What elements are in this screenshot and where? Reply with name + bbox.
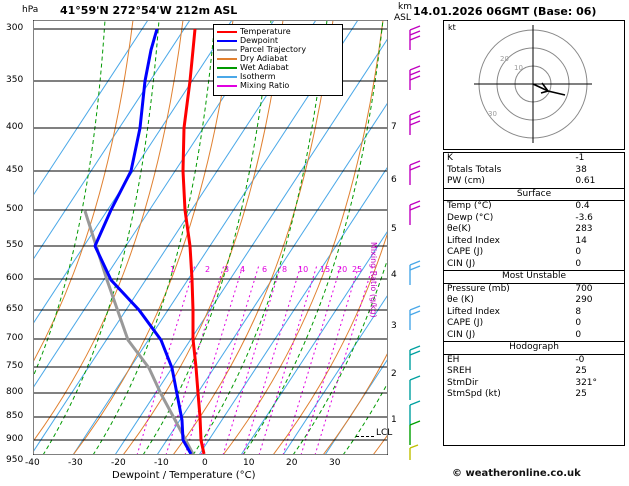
legend-label: Temperature <box>240 27 291 36</box>
legend-label: Dewpoint <box>240 36 279 45</box>
index-name: Totals Totals <box>447 164 502 175</box>
svg-text:30: 30 <box>488 110 497 118</box>
credit-label: © weatheronline.co.uk <box>452 468 581 479</box>
index-name: CAPE (J) <box>447 247 484 257</box>
km-tick-label: 2 <box>391 369 397 379</box>
ytick-label: 400 <box>6 122 24 132</box>
legend-item <box>217 45 339 54</box>
km-tick-label: 5 <box>391 224 397 234</box>
legend-item <box>217 36 339 45</box>
index-value: 14 <box>575 235 587 246</box>
legend-swatch <box>217 58 237 60</box>
mixing-ratio-tick: 10 <box>298 265 309 274</box>
hodograph-unit-label: kt <box>448 23 456 32</box>
pressure-unit-label: hPa <box>22 5 39 15</box>
ytick-label: 650 <box>6 304 24 314</box>
wind-barb <box>410 445 418 460</box>
mixing-ratio-tick: 3 <box>224 265 230 274</box>
index-value: 0 <box>575 329 582 340</box>
table-row <box>444 224 624 236</box>
station-title: 41°59'N 272°54'W 212m ASL <box>60 4 238 17</box>
table-row <box>444 307 624 319</box>
ytick-label: 600 <box>6 273 24 283</box>
mixing-ratio-tick: 4 <box>240 265 246 274</box>
most-unstable-header: Most Unstable <box>444 271 624 284</box>
wind-barb <box>410 306 420 330</box>
ytick-label: 900 <box>6 434 24 444</box>
table-row <box>444 378 624 390</box>
index-name: StmSpd (kt) <box>447 389 501 399</box>
asl-label: ASL <box>394 13 411 23</box>
index-value: 8 <box>575 306 582 317</box>
km-tick-label: 1 <box>391 415 397 425</box>
table-row <box>444 283 624 295</box>
wind-barb <box>410 346 420 370</box>
index-name: Lifted Index <box>447 235 500 246</box>
km-tick-label: 4 <box>391 270 397 280</box>
table-row <box>444 153 624 165</box>
index-value: 0 <box>575 318 582 328</box>
index-value: 0.4 <box>575 201 590 211</box>
legend-item <box>217 54 339 63</box>
xtick-label: 0 <box>202 458 208 468</box>
indices-panel <box>443 152 625 446</box>
wind-barb <box>410 201 420 225</box>
index-name: CAPE (J) <box>447 318 484 328</box>
table-row <box>444 295 624 307</box>
legend-label: Dry Adiabat <box>240 54 288 63</box>
table-row <box>444 236 624 248</box>
km-tick-label: 7 <box>391 122 397 132</box>
index-name: StmDir <box>447 377 479 388</box>
legend-label: Isotherm <box>240 72 276 81</box>
wind-barb <box>410 111 420 135</box>
mixing-ratio-tick: 20 <box>337 265 348 274</box>
mixing-ratio-tick: 6 <box>262 265 268 274</box>
ytick-label: 500 <box>6 204 24 214</box>
xtick-label: -20 <box>111 458 126 468</box>
hodograph-plot <box>444 21 622 147</box>
xtick-label: 10 <box>243 458 255 468</box>
date-title: 14.01.2026 06GMT (Base: 06) <box>413 5 597 18</box>
legend-swatch <box>217 85 237 87</box>
table-row <box>444 259 624 271</box>
svg-text:20: 20 <box>500 55 509 63</box>
table-row <box>444 201 624 213</box>
ytick-label: 450 <box>6 165 24 175</box>
index-name: CIN (J) <box>447 258 476 269</box>
index-name: PW (cm) <box>447 176 485 186</box>
legend-label: Mixing Ratio <box>240 81 290 90</box>
table-row <box>444 176 624 188</box>
index-value: -3.6 <box>575 212 593 223</box>
table-row <box>444 354 624 366</box>
index-value: 25 <box>575 366 587 376</box>
wind-barb-column <box>400 20 430 460</box>
table-row <box>444 366 624 378</box>
surface-header: Surface <box>444 188 624 201</box>
ytick-label: 850 <box>6 411 24 421</box>
ytick-label: 700 <box>6 333 24 343</box>
index-name: SREH <box>447 366 472 376</box>
svg-text:10: 10 <box>514 64 523 72</box>
index-name: EH <box>447 354 460 365</box>
legend-item <box>217 72 339 81</box>
legend-swatch <box>217 31 237 33</box>
chart-legend <box>213 24 343 96</box>
index-name: Pressure (mb) <box>447 283 510 294</box>
lcl-line <box>356 436 374 437</box>
mixing-ratio-tick: 2 <box>205 265 211 274</box>
legend-swatch <box>217 76 237 78</box>
table-row <box>444 389 624 401</box>
xtick-label: -10 <box>154 458 169 468</box>
index-value: 0 <box>575 247 582 257</box>
hodograph-header: Hodograph <box>444 342 624 355</box>
index-name: θe(K) <box>447 224 471 234</box>
legend-label: Wet Adiabat <box>240 63 289 72</box>
wind-barb <box>410 421 420 445</box>
km-tick-label: 3 <box>391 321 397 331</box>
index-value: 700 <box>575 283 593 294</box>
index-value: 321° <box>575 377 598 388</box>
wind-barb <box>410 161 420 185</box>
table-row <box>444 318 624 330</box>
legend-swatch <box>217 40 237 42</box>
index-name: Temp (°C) <box>447 201 492 211</box>
xtick-label: -30 <box>68 458 83 468</box>
ytick-label: 750 <box>6 361 24 371</box>
index-value: 38 <box>575 164 587 175</box>
legend-swatch <box>217 67 237 69</box>
index-name: Dewp (°C) <box>447 212 494 223</box>
wind-barb <box>410 261 420 285</box>
ytick-label: 950 <box>6 455 24 465</box>
mixing-ratio-tick: 25 <box>352 265 363 274</box>
legend-label: Parcel Trajectory <box>240 45 307 54</box>
legend-item <box>217 63 339 72</box>
legend-item <box>217 81 339 90</box>
index-name: CIN (J) <box>447 329 476 340</box>
ytick-label: 300 <box>6 23 24 33</box>
index-value: 290 <box>575 295 593 305</box>
ytick-label: 550 <box>6 240 24 250</box>
xtick-label: 30 <box>329 458 341 468</box>
mixing-ratio-tick: 1 <box>170 265 176 274</box>
index-value: 283 <box>575 224 593 234</box>
hodograph-panel <box>443 20 625 150</box>
xtick-label: -40 <box>25 458 40 468</box>
table-row <box>444 165 624 177</box>
index-name: K <box>447 153 453 163</box>
index-name: Lifted Index <box>447 306 500 317</box>
wind-barb <box>410 376 420 400</box>
table-row <box>444 247 624 259</box>
lcl-label: LCL <box>376 428 393 438</box>
km-label: km <box>398 2 412 12</box>
index-value: 25 <box>575 389 587 399</box>
ytick-label: 350 <box>6 75 24 85</box>
index-value: -0 <box>575 354 585 365</box>
index-value: -1 <box>575 153 585 163</box>
mixing-ratio-tick: 8 <box>282 265 288 274</box>
km-tick-label: 6 <box>391 175 397 185</box>
table-row <box>444 330 624 342</box>
index-value: 0 <box>575 258 582 269</box>
wind-barb <box>410 26 420 50</box>
ytick-label: 800 <box>6 387 24 397</box>
mixing-ratio-tick: 15 <box>320 265 331 274</box>
wind-barb <box>410 66 420 90</box>
legend-swatch <box>217 49 237 51</box>
legend-item <box>217 27 339 36</box>
index-name: θe (K) <box>447 295 474 305</box>
mixing-ratio-axis-label: Mixing Ratio (g/kg) <box>369 242 378 318</box>
index-value: 0.61 <box>575 176 596 186</box>
xtick-label: 20 <box>286 458 298 468</box>
table-row <box>444 213 624 225</box>
x-axis-label: Dewpoint / Temperature (°C) <box>112 470 256 481</box>
